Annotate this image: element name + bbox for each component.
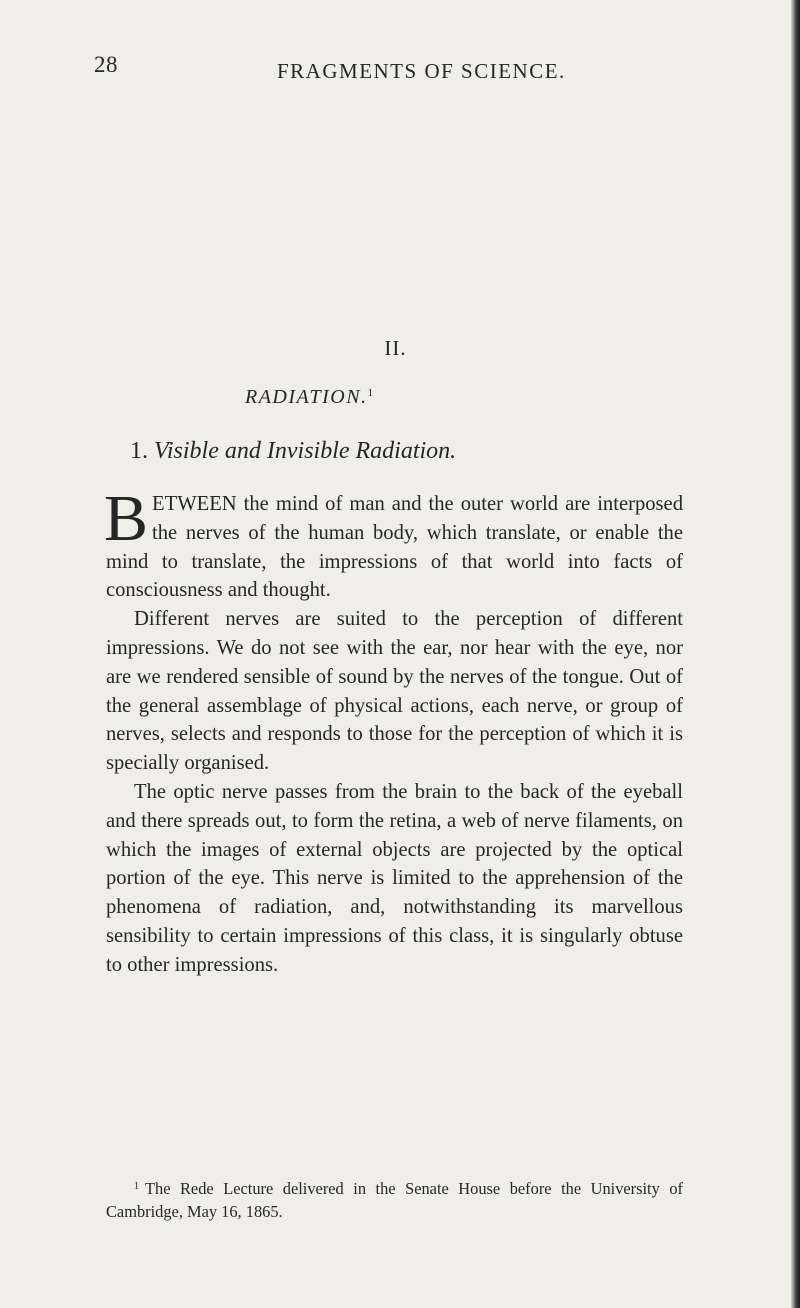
page-header <box>0 52 791 90</box>
subsection-title: Visible and Invisible Radiation. <box>154 438 457 464</box>
paragraph-1-text: ETWEEN the mind of man and the outer world are interposed the nerves of the human body, which translate, or enable the mind to translate, the impressions of that world into facts of consciousness and thought. <box>106 493 683 602</box>
drop-cap: B <box>104 482 149 555</box>
page-number: 28 <box>94 52 118 77</box>
footnote-text: The Rede Lecture delivered in the Senate House before the University of Cambridge, May 16, 1865. <box>106 1179 683 1221</box>
lecture-title <box>245 386 373 409</box>
lecture-title-text: RADIATION. <box>245 386 368 408</box>
footnote <box>106 1175 683 1223</box>
page-edge <box>791 0 800 1308</box>
subsection-number: 1. <box>130 438 148 464</box>
footnote-reference: 1 <box>367 387 374 399</box>
body-text <box>104 482 683 980</box>
running-head: FRAGMENTS OF SCIENCE. <box>277 59 566 83</box>
paragraph-1 <box>104 482 683 605</box>
section-number: II. <box>384 336 407 360</box>
footnote-mark: 1 <box>134 1181 139 1192</box>
paragraph-2: Different nerves are suited to the perception of different impressions. We do not see with the ear, nor hear with the eye, nor are we rendered sensible of sound by the nerves of the tongue. Out of the general assemblage of physical actions, each nerve, or group of nerves, selects and responds to those for the perception of which it is specially organised. <box>106 608 683 775</box>
paragraph-3: The optic nerve passes from the brain to the back of the eyeball and there spreads out, to form the retina, a web of nerve filaments, on which the images of external objects are projected by the optical portion of the eye. This nerve is limited to the apprehension of the phenomena of radiation, and, notwithstanding its marvellous sensibility to certain impressions of this class, it is singularly obtuse to other impressions. <box>106 780 683 976</box>
subsection-heading <box>130 438 456 465</box>
